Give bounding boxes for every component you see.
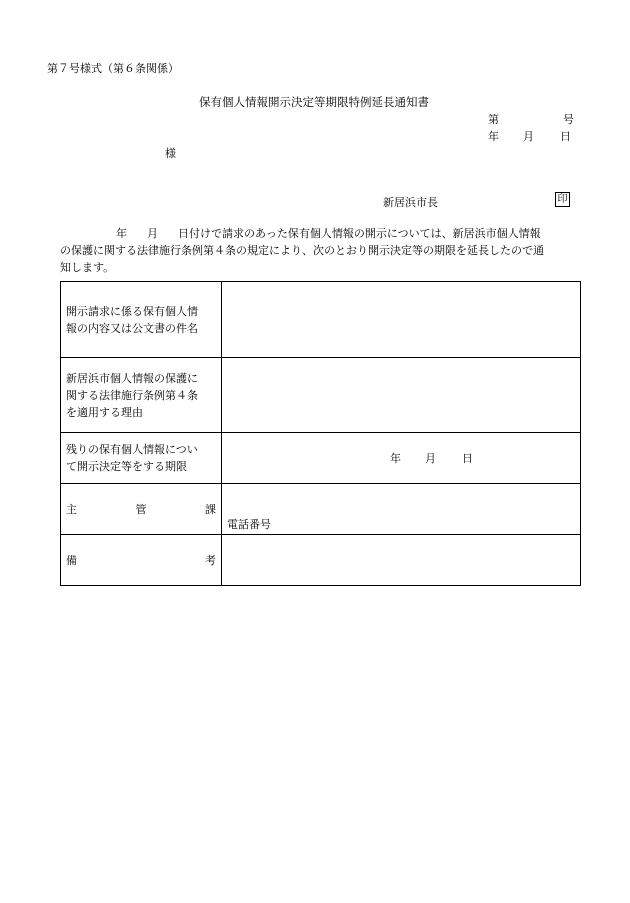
label-char: 備 [66, 553, 77, 567]
issue-date-year: 年 [488, 130, 499, 143]
phone-number-label: 電話番号 [227, 518, 271, 531]
label-line: 報の内容又は公文書の件名 [66, 321, 198, 335]
issue-date-month: 月 [523, 130, 534, 143]
document-title: 保有個人情報開示決定等期限特例延長通知書 [199, 95, 429, 109]
value-remarks[interactable] [222, 535, 581, 586]
issuer-name: 新居浜市長 [383, 196, 438, 209]
label-department [61, 484, 222, 535]
deadline-day: 日 [462, 452, 473, 465]
value-department[interactable] [222, 484, 581, 535]
notice-body-line-2: の保護に関する法律施行条例第４条の規定により、次のとおり開示決定等の期限を延長したので通 [60, 244, 544, 257]
label-char: 課 [205, 502, 216, 516]
label-line: 残りの保有個人情報につい [66, 443, 198, 456]
table-row-department [61, 484, 581, 535]
document-number-prefix: 第 [488, 113, 499, 126]
deadline-year: 年 [390, 452, 401, 465]
notice-details-table [60, 281, 581, 586]
label-line: を適用する理由 [66, 405, 143, 419]
table-row-deadline [61, 433, 581, 484]
notice-body-line-1 [60, 225, 582, 242]
body-line1-rest: 日付けで請求のあった保有個人情報の開示については、新居浜市個人情報 [178, 227, 541, 240]
label-char: 主 [66, 502, 77, 516]
label-char: 管 [135, 502, 147, 516]
value-reason[interactable] [222, 358, 581, 433]
body-year: 年 [116, 227, 127, 240]
notice-body [60, 225, 582, 276]
document-number-suffix: 号 [563, 113, 574, 126]
label-remarks [61, 535, 222, 586]
deadline-date [222, 433, 580, 483]
label-information-content [61, 282, 222, 358]
table-row-remarks [61, 535, 581, 586]
label-reason [61, 358, 222, 433]
label-line: て開示決定等をする期限 [66, 460, 187, 473]
value-deadline[interactable] [222, 433, 581, 484]
deadline-month: 月 [425, 452, 436, 465]
label-line: 開示請求に係る保有個人情 [66, 304, 198, 318]
body-month: 月 [147, 227, 158, 240]
table-row-reason [61, 358, 581, 433]
label-line: 新居浜市個人情報の保護に [66, 371, 198, 385]
table-row-information-content [61, 282, 581, 358]
form-number: 第７号様式（第６条関係） [47, 62, 179, 75]
department-phone [222, 484, 580, 534]
label-deadline [61, 433, 222, 484]
label-spread [66, 501, 216, 518]
value-information-content[interactable] [222, 282, 581, 358]
label-char: 考 [205, 553, 216, 567]
notice-body-line-3: 知します。 [60, 261, 115, 274]
addressee-suffix: 様 [165, 147, 176, 160]
issue-date-day: 日 [560, 130, 571, 143]
label-spread [66, 552, 216, 569]
seal-mark: 印 [555, 192, 570, 207]
label-line: 関する法律施行条例第４条 [66, 388, 198, 402]
